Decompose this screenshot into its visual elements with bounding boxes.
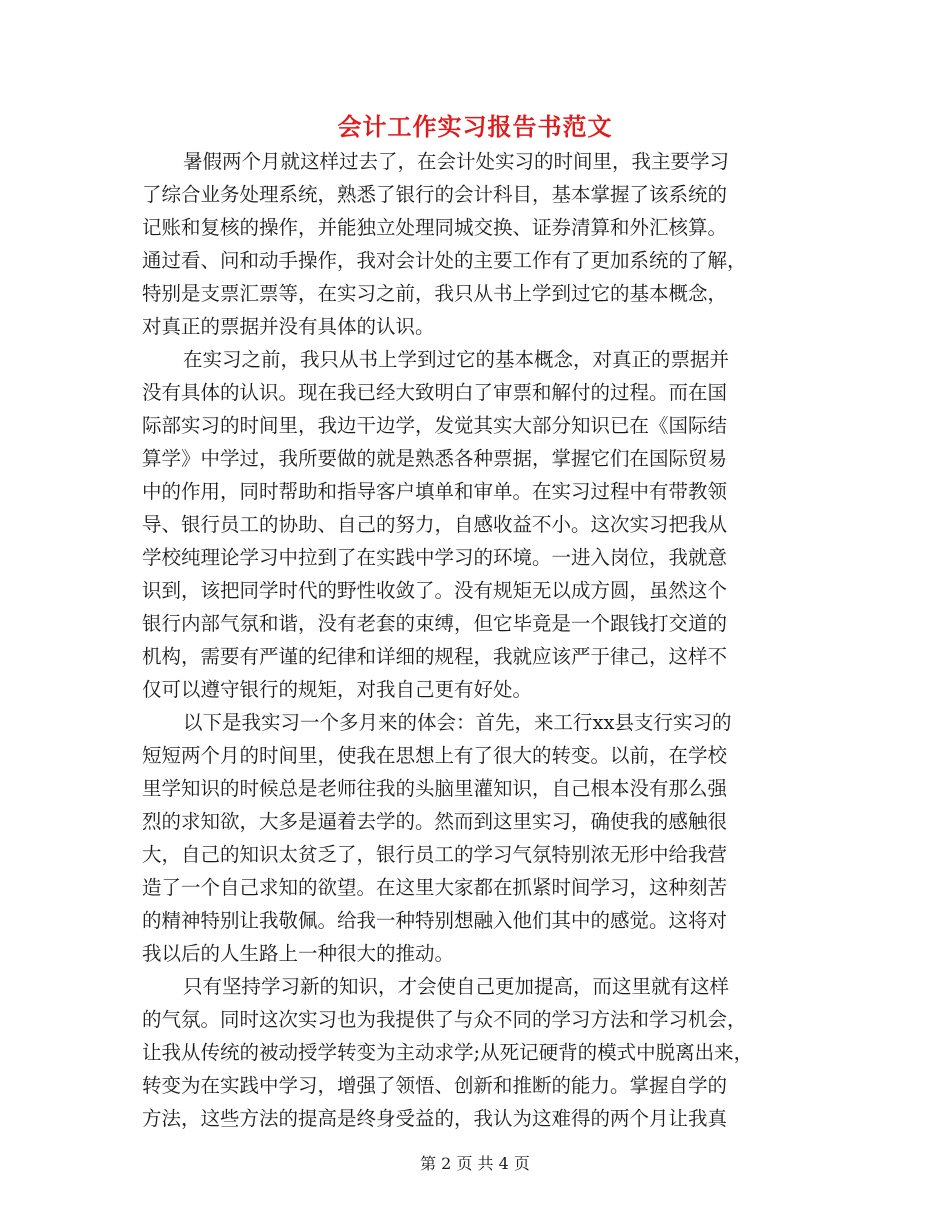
text-line: 特别是支票汇票等，在实习之前，我只从书上学到过它的基本概念， (142, 282, 728, 305)
text-line: 仅可以遵守银行的规矩，对我自己更有好处。 (142, 678, 533, 701)
text-line: 烈的求知欲，大多是逼着去学的。然而到这里实习，确使我的感触很 (142, 810, 728, 833)
paragraph-first-line: 在实习之前，我只从书上学到过它的基本概念，对真正的票据并 (183, 348, 730, 371)
text-line: 让我从传统的被动授学转变为主动求学;从死记硬背的模式中脱离出来， (142, 1041, 754, 1064)
text-line: 记账和复核的操作，并能独立处理同城交换、证券清算和外汇核算。 (142, 216, 728, 239)
page-footer: 第 2 页 共 4 页 (420, 1154, 530, 1173)
paragraph-first-line: 暑假两个月就这样过去了，在会计处实习的时间里，我主要学习 (183, 150, 730, 173)
text-line: 方法，这些方法的提高是终身受益的，我认为这难得的两个月让我真 (142, 1107, 728, 1130)
text-line: 际部实习的时间里，我边干边学，发觉其实大部分知识已在《国际结 (142, 414, 728, 437)
text-line: 短短两个月的时间里，使我在思想上有了很大的转变。以前，在学校 (142, 744, 728, 767)
text-line: 识到，该把同学时代的野性收敛了。没有规矩无以成方圆，虽然这个 (142, 579, 728, 602)
text-line: 的气氛。同时这次实习也为我提供了与众不同的学习方法和学习机会， (142, 1008, 747, 1031)
text-line: 学校纯理论学习中拉到了在实践中学习的环境。一进入岗位，我就意 (142, 546, 728, 569)
document-body (142, 145, 820, 1135)
text-line: 算学》中学过，我所要做的就是熟悉各种票据，掌握它们在国际贸易 (142, 447, 728, 470)
text-line: 银行内部气氛和谐，没有老套的束缚，但它毕竟是一个跟钱打交道的 (142, 612, 728, 635)
paragraph-first-line: 以下是我实习一个多月来的体会：首先，来工行xx县支行实习的 (183, 711, 732, 734)
text-line: 通过看、问和动手操作，我对会计处的主要工作有了更加系统的了解， (142, 249, 747, 272)
text-line: 我以后的人生路上一种很大的推动。 (142, 942, 455, 965)
text-line: 了综合业务处理系统，熟悉了银行的会计科目，基本掌握了该系统的 (142, 183, 728, 206)
text-line: 中的作用，同时帮助和指导客户填单和审单。在实习过程中有带教领 (142, 480, 728, 503)
text-line: 没有具体的认识。现在我已经大致明白了审票和解付的过程。而在国 (142, 381, 728, 404)
text-line: 机构，需要有严谨的纪律和详细的规程，我就应该严于律己，这样不 (142, 645, 728, 668)
text-line: 的精神特别让我敬佩。给我一种特别想融入他们其中的感觉。这将对 (142, 909, 728, 932)
text-line: 造了一个自己求知的欲望。在这里大家都在抓紧时间学习，这种刻苦 (142, 876, 728, 899)
text-line: 对真正的票据并没有具体的认识。 (142, 315, 435, 338)
paragraph-first-line: 只有坚持学习新的知识，才会使自己更加提高，而这里就有这样 (183, 975, 730, 998)
text-line: 里学知识的时候总是老师往我的头脑里灌知识，自己根本没有那么强 (142, 777, 728, 800)
text-line: 导、银行员工的协助、自己的努力，自感收益不小。这次实习把我从 (142, 513, 728, 536)
page-title: 会计工作实习报告书范文 (337, 112, 613, 141)
text-line: 转变为在实践中学习，增强了领悟、创新和推断的能力。掌握自学的 (142, 1074, 728, 1097)
text-line: 大，自己的知识太贫乏了，银行员工的学习气氛特别浓无形中给我营 (142, 843, 728, 866)
